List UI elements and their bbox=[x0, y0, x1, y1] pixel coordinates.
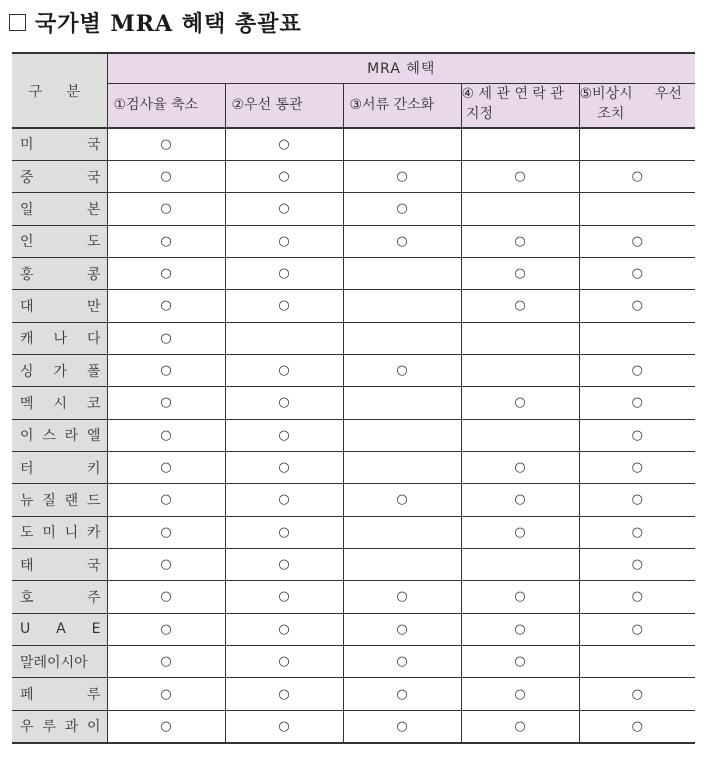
benefit-header: ④ 세 관 연 락 관 지정 bbox=[461, 83, 579, 128]
benefit-mark-cell bbox=[225, 290, 343, 322]
circle-mark: ○ bbox=[278, 395, 290, 411]
country-label: 페 루 bbox=[20, 687, 101, 704]
country-cell bbox=[12, 710, 107, 742]
circle-mark: ○ bbox=[160, 621, 172, 637]
table-row bbox=[12, 322, 695, 354]
country-cell bbox=[12, 613, 107, 645]
circle-mark: ○ bbox=[514, 686, 526, 702]
circle-mark: ○ bbox=[631, 686, 643, 702]
country-label: 멕 시 코 bbox=[20, 395, 101, 412]
country-label: 말레이시아 bbox=[20, 654, 88, 671]
circle-mark: ○ bbox=[278, 460, 290, 476]
circle-mark: ○ bbox=[160, 330, 172, 346]
circle-mark: ○ bbox=[160, 298, 172, 314]
circle-mark: ○ bbox=[631, 621, 643, 637]
circle-mark: ○ bbox=[160, 524, 172, 540]
benefit-mark-cell bbox=[225, 128, 343, 160]
benefit-mark-cell bbox=[461, 128, 579, 160]
benefit-mark-cell bbox=[107, 354, 225, 386]
circle-mark: ○ bbox=[160, 492, 172, 508]
circle-mark: ○ bbox=[396, 233, 408, 249]
benefit-mark-cell bbox=[107, 613, 225, 645]
circle-mark: ○ bbox=[396, 621, 408, 637]
benefit-mark-cell bbox=[107, 484, 225, 516]
table-row bbox=[12, 613, 695, 645]
benefit-mark-cell bbox=[343, 678, 461, 710]
benefit-header: ③서류 간소화 bbox=[343, 83, 461, 128]
benefit-mark-cell bbox=[579, 419, 695, 451]
benefit-mark-cell bbox=[461, 646, 579, 678]
benefit-mark-cell bbox=[343, 160, 461, 192]
country-label: 터 키 bbox=[20, 460, 101, 477]
benefit-mark-cell bbox=[343, 290, 461, 322]
circle-mark: ○ bbox=[278, 233, 290, 249]
table-row bbox=[12, 160, 695, 192]
circle-mark: ○ bbox=[160, 169, 172, 185]
benefit-mark-cell bbox=[343, 710, 461, 742]
checkbox-square-icon bbox=[9, 14, 26, 31]
benefit-mark-cell bbox=[225, 225, 343, 257]
benefit-mark-cell bbox=[225, 322, 343, 354]
circle-mark: ○ bbox=[160, 201, 172, 217]
benefit-mark-cell bbox=[579, 128, 695, 160]
table-row bbox=[12, 484, 695, 516]
benefit-mark-cell bbox=[579, 613, 695, 645]
circle-mark: ○ bbox=[396, 686, 408, 702]
benefit-mark-cell bbox=[461, 451, 579, 483]
circle-mark: ○ bbox=[514, 718, 526, 734]
circle-mark: ○ bbox=[631, 395, 643, 411]
circle-mark: ○ bbox=[396, 654, 408, 670]
benefit-mark-cell bbox=[579, 451, 695, 483]
benefit-mark-cell bbox=[461, 419, 579, 451]
circle-mark: ○ bbox=[514, 233, 526, 249]
benefit-mark-cell bbox=[225, 678, 343, 710]
country-cell bbox=[12, 322, 107, 354]
circle-mark: ○ bbox=[278, 686, 290, 702]
circle-mark: ○ bbox=[278, 298, 290, 314]
table-row bbox=[12, 193, 695, 225]
benefit-mark-cell bbox=[225, 548, 343, 580]
benefit-mark-cell bbox=[107, 419, 225, 451]
benefit-mark-cell bbox=[225, 451, 343, 483]
benefit-mark-cell bbox=[579, 322, 695, 354]
circle-mark: ○ bbox=[160, 233, 172, 249]
country-label: 캐 나 다 bbox=[20, 331, 101, 348]
benefit-mark-cell bbox=[107, 128, 225, 160]
circle-mark: ○ bbox=[396, 363, 408, 379]
benefit-mark-cell bbox=[107, 451, 225, 483]
page-title-block bbox=[9, 7, 302, 37]
circle-mark: ○ bbox=[160, 427, 172, 443]
benefit-mark-cell bbox=[579, 290, 695, 322]
circle-mark: ○ bbox=[160, 686, 172, 702]
benefit-mark-cell bbox=[343, 613, 461, 645]
benefit-mark-cell bbox=[225, 710, 343, 742]
benefit-mark-cell bbox=[107, 548, 225, 580]
circle-mark: ○ bbox=[631, 363, 643, 379]
benefit-mark-cell bbox=[461, 613, 579, 645]
country-label: 인 도 bbox=[20, 234, 101, 251]
circle-mark: ○ bbox=[160, 718, 172, 734]
benefit-mark-cell bbox=[107, 257, 225, 289]
benefit-mark-cell bbox=[225, 257, 343, 289]
circle-mark: ○ bbox=[514, 524, 526, 540]
country-cell bbox=[12, 646, 107, 678]
circle-mark: ○ bbox=[631, 460, 643, 476]
benefit-mark-cell bbox=[461, 678, 579, 710]
circle-mark: ○ bbox=[396, 169, 408, 185]
country-cell bbox=[12, 484, 107, 516]
benefit-mark-cell bbox=[107, 290, 225, 322]
circle-mark: ○ bbox=[278, 718, 290, 734]
benefit-mark-cell bbox=[225, 419, 343, 451]
benefit-mark-cell bbox=[461, 225, 579, 257]
country-cell bbox=[12, 225, 107, 257]
benefit-mark-cell bbox=[343, 225, 461, 257]
mra-benefit-table bbox=[12, 52, 695, 744]
circle-mark: ○ bbox=[514, 492, 526, 508]
benefit-mark-cell bbox=[579, 678, 695, 710]
country-cell bbox=[12, 354, 107, 386]
benefit-mark-cell bbox=[579, 354, 695, 386]
country-label: 도 미 니 카 bbox=[20, 525, 101, 542]
benefit-mark-cell bbox=[107, 516, 225, 548]
benefit-mark-cell bbox=[107, 193, 225, 225]
benefit-mark-cell bbox=[343, 193, 461, 225]
circle-mark: ○ bbox=[514, 589, 526, 605]
benefit-mark-cell bbox=[461, 387, 579, 419]
circle-mark: ○ bbox=[278, 136, 290, 152]
circle-mark: ○ bbox=[514, 169, 526, 185]
circle-mark: ○ bbox=[278, 557, 290, 573]
benefit-mark-cell bbox=[579, 516, 695, 548]
benefit-mark-cell bbox=[343, 257, 461, 289]
benefit-mark-cell bbox=[461, 160, 579, 192]
circle-mark: ○ bbox=[278, 169, 290, 185]
circle-mark: ○ bbox=[160, 266, 172, 282]
circle-mark: ○ bbox=[278, 363, 290, 379]
circle-mark: ○ bbox=[631, 169, 643, 185]
country-label: 싱 가 폴 bbox=[20, 363, 101, 380]
benefit-mark-cell bbox=[579, 581, 695, 613]
benefit-mark-cell bbox=[579, 710, 695, 742]
benefit-mark-cell bbox=[461, 548, 579, 580]
benefit-mark-cell bbox=[579, 160, 695, 192]
table-row bbox=[12, 128, 695, 160]
table-row bbox=[12, 419, 695, 451]
benefit-mark-cell bbox=[225, 193, 343, 225]
benefit-header: ①검사율 축소 bbox=[107, 83, 225, 128]
benefit-mark-cell bbox=[343, 419, 461, 451]
benefit-mark-cell bbox=[343, 354, 461, 386]
country-cell bbox=[12, 290, 107, 322]
circle-mark: ○ bbox=[514, 298, 526, 314]
benefit-mark-cell bbox=[343, 484, 461, 516]
benefit-mark-cell bbox=[107, 225, 225, 257]
benefit-mark-cell bbox=[107, 678, 225, 710]
benefit-mark-cell bbox=[225, 581, 343, 613]
circle-mark: ○ bbox=[514, 654, 526, 670]
circle-mark: ○ bbox=[278, 427, 290, 443]
group-header: MRA 혜택 bbox=[107, 53, 695, 83]
benefit-mark-cell bbox=[461, 290, 579, 322]
country-label: 이 스 라 엘 bbox=[20, 428, 101, 445]
circle-mark: ○ bbox=[631, 718, 643, 734]
circle-mark: ○ bbox=[160, 395, 172, 411]
circle-mark: ○ bbox=[631, 266, 643, 282]
benefit-mark-cell bbox=[225, 613, 343, 645]
circle-mark: ○ bbox=[160, 136, 172, 152]
circle-mark: ○ bbox=[396, 718, 408, 734]
country-cell bbox=[12, 581, 107, 613]
benefit-mark-cell bbox=[461, 516, 579, 548]
table-row bbox=[12, 710, 695, 742]
circle-mark: ○ bbox=[278, 524, 290, 540]
benefit-mark-cell bbox=[107, 710, 225, 742]
circle-mark: ○ bbox=[631, 427, 643, 443]
circle-mark: ○ bbox=[631, 557, 643, 573]
benefit-mark-cell bbox=[343, 581, 461, 613]
benefit-mark-cell bbox=[461, 322, 579, 354]
benefit-header: ②우선 통관 bbox=[225, 83, 343, 128]
circle-mark: ○ bbox=[160, 557, 172, 573]
circle-mark: ○ bbox=[160, 654, 172, 670]
circle-mark: ○ bbox=[514, 460, 526, 476]
benefit-mark-cell bbox=[107, 581, 225, 613]
circle-mark: ○ bbox=[396, 201, 408, 217]
benefit-mark-cell bbox=[579, 548, 695, 580]
circle-mark: ○ bbox=[160, 363, 172, 379]
circle-mark: ○ bbox=[396, 492, 408, 508]
table-row bbox=[12, 548, 695, 580]
circle-mark: ○ bbox=[514, 395, 526, 411]
benefit-header: ⑤비상시 우선 조치 bbox=[579, 83, 695, 128]
circle-mark: ○ bbox=[160, 460, 172, 476]
country-cell bbox=[12, 419, 107, 451]
table-body bbox=[12, 128, 695, 743]
country-label: 대 만 bbox=[20, 298, 101, 315]
table-row bbox=[12, 257, 695, 289]
circle-mark: ○ bbox=[160, 589, 172, 605]
benefit-mark-cell bbox=[225, 646, 343, 678]
country-cell bbox=[12, 193, 107, 225]
country-label: 호 주 bbox=[20, 589, 101, 606]
benefit-mark-cell bbox=[107, 160, 225, 192]
country-cell bbox=[12, 257, 107, 289]
benefit-mark-cell bbox=[343, 548, 461, 580]
circle-mark: ○ bbox=[396, 589, 408, 605]
table-row bbox=[12, 678, 695, 710]
country-cell bbox=[12, 678, 107, 710]
table-row bbox=[12, 581, 695, 613]
benefit-mark-cell bbox=[343, 451, 461, 483]
country-label: 우 루 과 이 bbox=[20, 719, 101, 736]
corner-header: 구 분 bbox=[12, 53, 107, 128]
benefit-mark-cell bbox=[343, 646, 461, 678]
benefit-mark-cell bbox=[107, 387, 225, 419]
benefit-mark-cell bbox=[107, 322, 225, 354]
table-row bbox=[12, 290, 695, 322]
country-label: 뉴 질 랜 드 bbox=[20, 492, 101, 509]
circle-mark: ○ bbox=[631, 298, 643, 314]
circle-mark: ○ bbox=[278, 201, 290, 217]
benefit-mark-cell bbox=[461, 193, 579, 225]
benefit-mark-cell bbox=[225, 484, 343, 516]
circle-mark: ○ bbox=[631, 524, 643, 540]
benefit-mark-cell bbox=[343, 387, 461, 419]
country-cell bbox=[12, 387, 107, 419]
circle-mark: ○ bbox=[278, 621, 290, 637]
circle-mark: ○ bbox=[278, 589, 290, 605]
benefit-mark-cell bbox=[461, 581, 579, 613]
table-row bbox=[12, 451, 695, 483]
benefit-mark-cell bbox=[225, 516, 343, 548]
country-cell bbox=[12, 160, 107, 192]
benefit-mark-cell bbox=[579, 225, 695, 257]
table-row bbox=[12, 516, 695, 548]
benefit-mark-cell bbox=[225, 354, 343, 386]
country-cell bbox=[12, 548, 107, 580]
country-cell bbox=[12, 451, 107, 483]
benefit-mark-cell bbox=[579, 484, 695, 516]
benefit-mark-cell bbox=[461, 354, 579, 386]
benefit-mark-cell bbox=[343, 516, 461, 548]
circle-mark: ○ bbox=[278, 492, 290, 508]
benefit-mark-cell bbox=[225, 387, 343, 419]
benefit-mark-cell bbox=[579, 193, 695, 225]
circle-mark: ○ bbox=[631, 233, 643, 249]
benefit-mark-cell bbox=[579, 387, 695, 419]
benefit-mark-cell bbox=[343, 128, 461, 160]
circle-mark: ○ bbox=[514, 266, 526, 282]
country-label: 일 본 bbox=[20, 201, 101, 218]
country-label: 홍 콩 bbox=[20, 266, 101, 283]
country-label: 중 국 bbox=[20, 169, 101, 186]
table-row bbox=[12, 354, 695, 386]
country-cell bbox=[12, 128, 107, 160]
table-row bbox=[12, 387, 695, 419]
benefit-mark-cell bbox=[343, 322, 461, 354]
country-cell bbox=[12, 516, 107, 548]
circle-mark: ○ bbox=[278, 654, 290, 670]
country-label: U A E bbox=[20, 621, 101, 638]
country-label: 태 국 bbox=[20, 557, 101, 574]
circle-mark: ○ bbox=[278, 266, 290, 282]
circle-mark: ○ bbox=[631, 589, 643, 605]
benefit-mark-cell bbox=[461, 257, 579, 289]
circle-mark: ○ bbox=[631, 492, 643, 508]
page-title: 국가별 MRA 혜택 총괄표 bbox=[35, 10, 302, 37]
benefit-mark-cell bbox=[461, 710, 579, 742]
benefit-mark-cell bbox=[107, 646, 225, 678]
table-row bbox=[12, 225, 695, 257]
circle-mark: ○ bbox=[514, 621, 526, 637]
benefit-mark-cell bbox=[579, 646, 695, 678]
benefit-mark-cell bbox=[579, 257, 695, 289]
benefit-mark-cell bbox=[225, 160, 343, 192]
table-row bbox=[12, 646, 695, 678]
benefit-mark-cell bbox=[461, 484, 579, 516]
country-label: 미 국 bbox=[20, 137, 101, 154]
